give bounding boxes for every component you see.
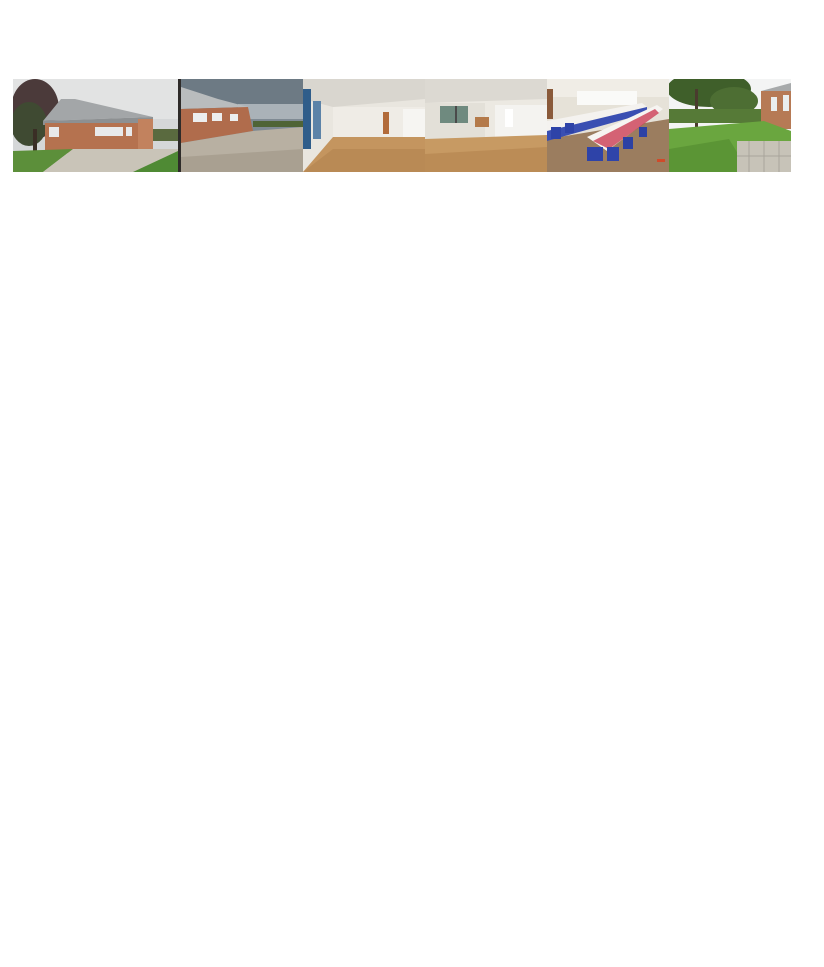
hall-garden-lawn-image — [669, 79, 791, 172]
main-hall-interior-side-photo[interactable] — [425, 79, 547, 172]
hall-exterior-front-image — [13, 79, 178, 172]
hall-exterior-front-photo[interactable] — [13, 79, 178, 172]
hall-exterior-carpark-image — [178, 79, 303, 172]
hall-garden-lawn-photo[interactable] — [669, 79, 791, 172]
main-hall-interior-photo[interactable] — [303, 79, 425, 172]
hall-dining-tables-photo[interactable] — [547, 79, 669, 172]
main-hall-interior-image — [303, 79, 425, 172]
hall-exterior-carpark-photo[interactable] — [178, 79, 303, 172]
photo-gallery-strip — [13, 79, 791, 172]
main-hall-interior-side-image — [425, 79, 547, 172]
hall-dining-tables-image — [547, 79, 669, 172]
